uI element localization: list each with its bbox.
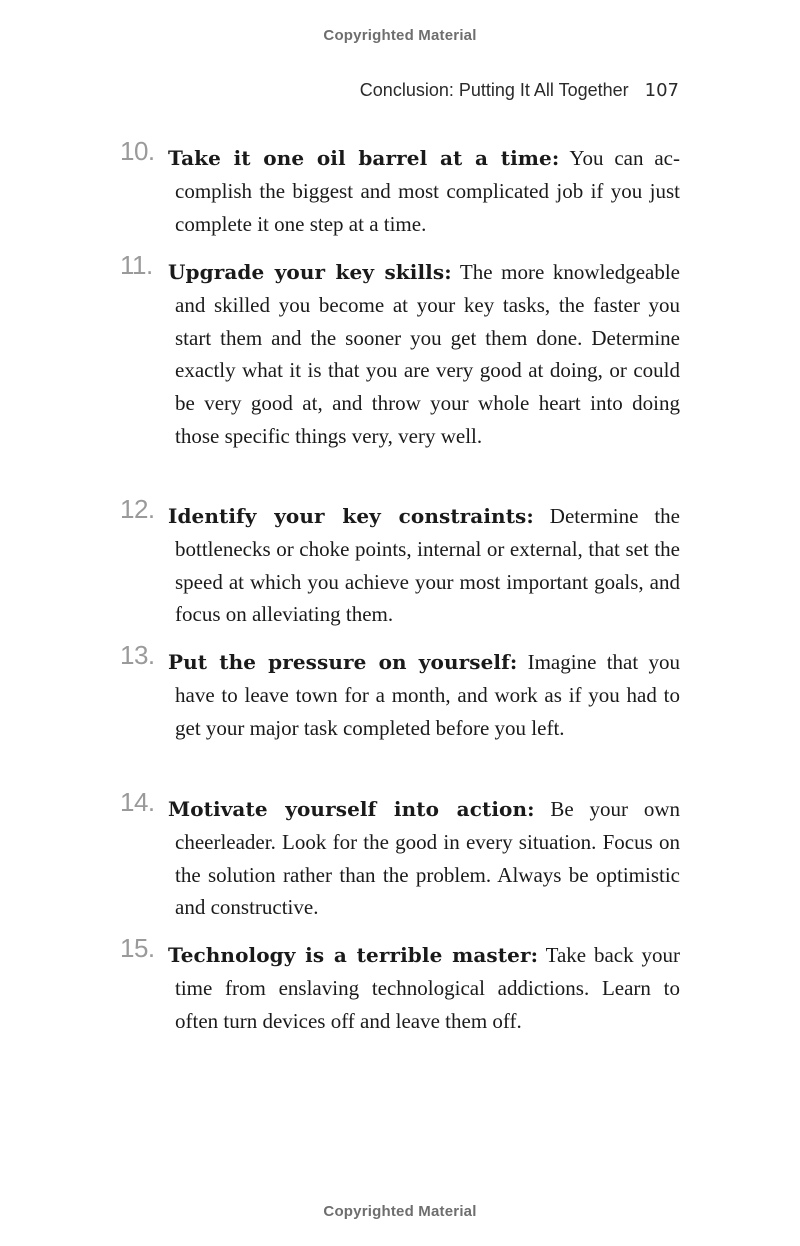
page-number: 107 <box>644 80 679 101</box>
list-item <box>120 933 680 1037</box>
item-text: Be your own cheerleader. Look for the good in every situation. Focus on the solution rather than the problem. Always be optimistic and constructive. <box>175 797 680 920</box>
item-text: You can accomplish the biggest and most complicated job if you just complete it one step at a time. <box>175 146 680 236</box>
item-number: 11. <box>120 250 153 280</box>
item-number: 12. <box>120 494 155 524</box>
item-lead: Put the pressure on yourself: <box>168 650 518 674</box>
running-title: Conclusion: Putting It All Together <box>359 80 629 100</box>
item-number: 14. <box>120 787 155 817</box>
item-body <box>168 256 680 453</box>
list-item <box>120 640 680 744</box>
running-header <box>360 80 679 101</box>
item-text: Take back your time from enslaving technological addictions. Learn to often turn devices off and leave them off. <box>175 943 680 1033</box>
item-number: 13. <box>120 640 155 670</box>
item-lead: Motivate yourself into action: <box>168 797 535 821</box>
item-text: Determine the bottlenecks or choke points, internal or external, that set the speed at which you achieve your most important goals, and focus on alleviating them. <box>175 504 681 627</box>
item-lead: Upgrade your key skills: <box>168 260 452 284</box>
list-item <box>120 494 681 631</box>
item-body <box>168 793 680 924</box>
item-number: 10. <box>120 136 155 166</box>
list-item <box>120 250 680 453</box>
item-text: Imagine that you have to leave town for a month, and work as if you had to get your major task completed before you left. <box>175 650 680 740</box>
item-body <box>168 500 680 631</box>
list-item <box>120 787 680 924</box>
item-lead: Identify your key constraints: <box>168 504 534 528</box>
item-text: The more knowledgeable and skilled you become at your key tasks, the faster you start them and the sooner you get them done. Determine exactly what it is that you are very good at doing, or could be very good at, and throw your whole heart into doing those specific things very, very well. <box>175 260 680 448</box>
list-item <box>120 136 680 240</box>
item-body <box>168 939 680 1037</box>
item-number: 15. <box>120 933 155 963</box>
item-body <box>168 646 680 744</box>
item-lead: Technology is a terrible master: <box>168 943 539 967</box>
item-lead: Take it one oil barrel at a time: <box>168 146 560 170</box>
item-body <box>168 142 680 240</box>
copyright-watermark-bottom: Copyrighted Material <box>323 1203 477 1220</box>
copyright-watermark-top: Copyrighted Material <box>323 27 477 44</box>
